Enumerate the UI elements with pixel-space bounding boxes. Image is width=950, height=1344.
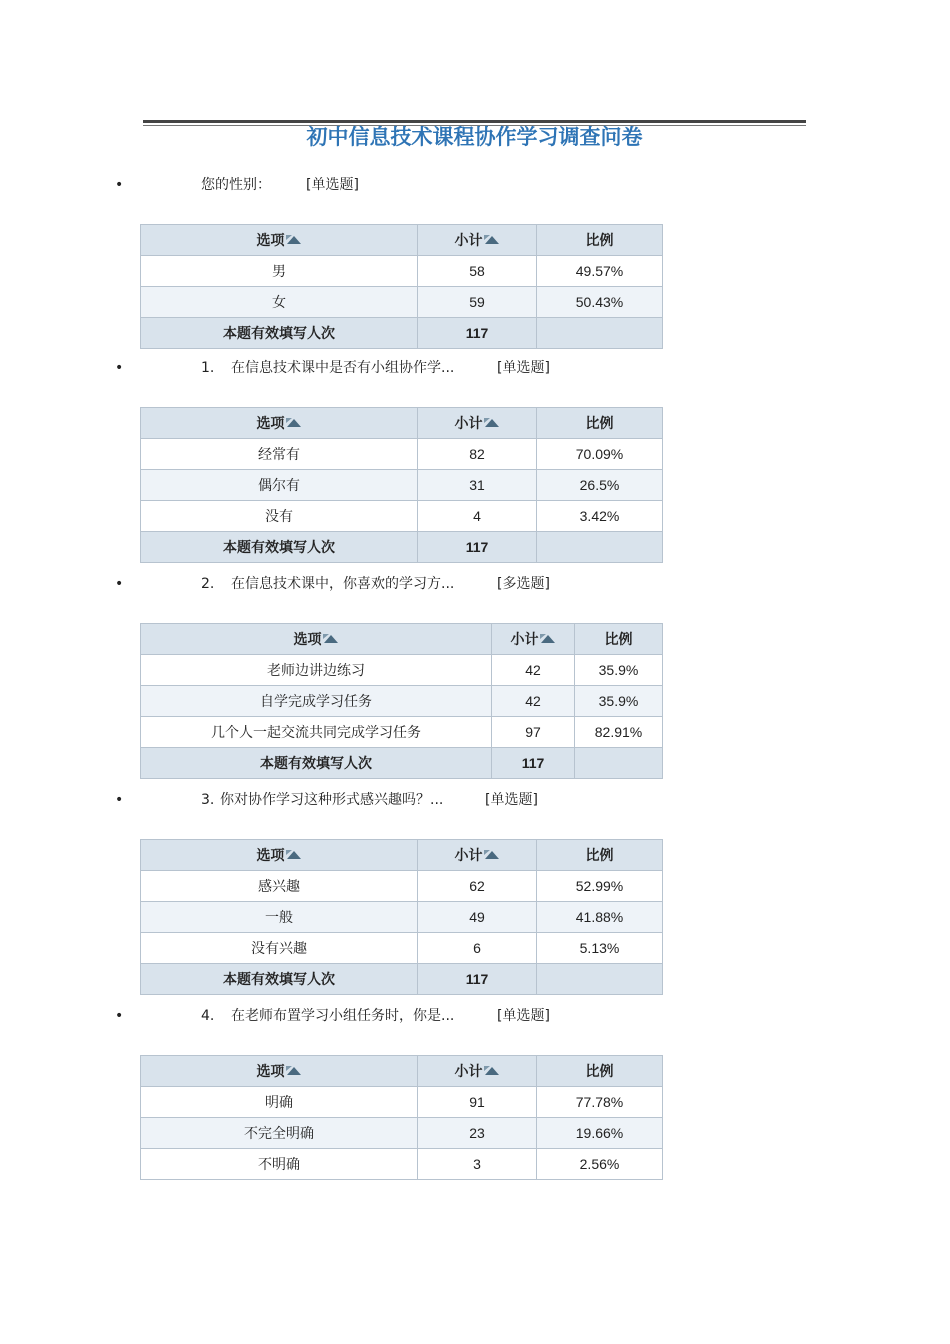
ratio-cell: 5.13% (537, 933, 663, 964)
option-cell: 没有兴趣 (141, 933, 418, 964)
count-cell: 31 (418, 470, 537, 501)
total-count: 117 (418, 318, 537, 349)
count-cell: 4 (418, 501, 537, 532)
total-ratio-empty (537, 318, 663, 349)
table-row (141, 1087, 663, 1118)
option-header[interactable]: 选项 (141, 225, 418, 256)
ratio-header: 比例 (537, 1056, 663, 1087)
ratio-header: 比例 (537, 225, 663, 256)
option-cell: 男 (141, 256, 418, 287)
count-header[interactable]: 小计 (418, 408, 537, 439)
ratio-cell: 2.56% (537, 1149, 663, 1180)
sort-icon[interactable] (286, 235, 302, 245)
option-cell: 没有 (141, 501, 418, 532)
option-header[interactable]: 选项 (141, 840, 418, 871)
ratio-cell: 70.09% (537, 439, 663, 470)
sort-icon[interactable] (484, 1066, 500, 1076)
table-row (141, 287, 663, 318)
ratio-cell: 3.42% (537, 501, 663, 532)
option-cell: 偶尔有 (141, 470, 418, 501)
option-cell: 几个人一起交流共同完成学习任务 (141, 717, 492, 748)
table-header-row (141, 624, 663, 655)
option-header[interactable]: 选项 (141, 1056, 418, 1087)
table-row (141, 501, 663, 532)
question-number: 4. (201, 1008, 215, 1024)
result-table-q3 (140, 839, 663, 995)
count-cell: 97 (492, 717, 575, 748)
question-type: [多选题] (497, 576, 550, 592)
ratio-cell: 35.9% (575, 686, 663, 717)
table-header-row (141, 408, 663, 439)
table-header-row (141, 225, 663, 256)
ratio-cell: 49.57% (537, 256, 663, 287)
sort-icon[interactable] (484, 235, 500, 245)
count-header[interactable]: 小计 (418, 225, 537, 256)
question-number: 2. (201, 576, 215, 592)
question-type: [单选题] (497, 360, 550, 376)
count-cell: 23 (418, 1118, 537, 1149)
total-ratio-empty (537, 964, 663, 995)
ratio-cell: 41.88% (537, 902, 663, 933)
table-row (141, 902, 663, 933)
total-label: 本题有效填写人次 (141, 964, 418, 995)
sort-icon[interactable] (540, 634, 556, 644)
option-header[interactable]: 选项 (141, 624, 492, 655)
sort-icon[interactable] (323, 634, 339, 644)
count-header[interactable]: 小计 (418, 1056, 537, 1087)
option-cell: 感兴趣 (141, 871, 418, 902)
total-row (141, 748, 663, 779)
result-table-q2 (140, 623, 663, 779)
question-text: 你对协作学习这种形式感兴趣吗？... (220, 792, 444, 808)
question-text: 在信息技术课中是否有小组协作学... (231, 360, 455, 376)
result-table-q1 (140, 407, 663, 563)
result-table-q4 (140, 1055, 663, 1180)
question-type: [单选题] (306, 177, 359, 193)
ratio-cell: 26.5% (537, 470, 663, 501)
question-type: [单选题] (497, 1008, 550, 1024)
total-count: 117 (492, 748, 575, 779)
option-cell: 经常有 (141, 439, 418, 470)
question-number: 1. (201, 360, 215, 376)
bullet: • (115, 792, 124, 808)
table-row (141, 717, 663, 748)
question-number: 3. (201, 792, 215, 808)
question-text: 在信息技术课中，你喜欢的学习方... (231, 576, 455, 592)
table-header-row (141, 1056, 663, 1087)
question-text: 在老师布置学习小组任务时，你是... (231, 1008, 455, 1024)
ratio-cell: 50.43% (537, 287, 663, 318)
table-row (141, 1118, 663, 1149)
total-ratio-empty (575, 748, 663, 779)
table-row (141, 871, 663, 902)
table-row (141, 439, 663, 470)
option-cell: 女 (141, 287, 418, 318)
table-row (141, 655, 663, 686)
table-header-row (141, 840, 663, 871)
count-cell: 58 (418, 256, 537, 287)
total-count: 117 (418, 532, 537, 563)
option-cell: 一般 (141, 902, 418, 933)
bullet: • (115, 360, 124, 376)
count-cell: 49 (418, 902, 537, 933)
ratio-cell: 77.78% (537, 1087, 663, 1118)
result-table-gender (140, 224, 663, 349)
sort-icon[interactable] (484, 418, 500, 428)
total-label: 本题有效填写人次 (141, 748, 492, 779)
page-title: 初中信息技术课程协作学习调查问卷 (306, 124, 643, 149)
sort-icon[interactable] (484, 850, 500, 860)
table-row (141, 470, 663, 501)
question-1 (0, 356, 950, 380)
count-cell: 62 (418, 871, 537, 902)
question-3 (0, 788, 950, 812)
count-cell: 42 (492, 686, 575, 717)
question-gender (0, 173, 950, 197)
total-row (141, 532, 663, 563)
count-cell: 42 (492, 655, 575, 686)
table-row (141, 256, 663, 287)
ratio-cell: 35.9% (575, 655, 663, 686)
ratio-cell: 52.99% (537, 871, 663, 902)
table-row (141, 933, 663, 964)
count-cell: 6 (418, 933, 537, 964)
bullet: • (115, 1008, 124, 1024)
option-cell: 明确 (141, 1087, 418, 1118)
option-cell: 老师边讲边练习 (141, 655, 492, 686)
total-row (141, 964, 663, 995)
total-label: 本题有效填写人次 (141, 532, 418, 563)
option-cell: 不明确 (141, 1149, 418, 1180)
option-header[interactable]: 选项 (141, 408, 418, 439)
count-cell: 82 (418, 439, 537, 470)
question-2 (0, 572, 950, 596)
sort-icon[interactable] (286, 1066, 302, 1076)
table-row (141, 686, 663, 717)
ratio-header: 比例 (537, 408, 663, 439)
count-header[interactable]: 小计 (418, 840, 537, 871)
option-cell: 不完全明确 (141, 1118, 418, 1149)
question-text: 您的性别： (201, 177, 271, 193)
ratio-cell: 82.91% (575, 717, 663, 748)
count-header[interactable]: 小计 (492, 624, 575, 655)
count-cell: 59 (418, 287, 537, 318)
ratio-header: 比例 (537, 840, 663, 871)
table-row (141, 1149, 663, 1180)
question-type: [单选题] (485, 792, 538, 808)
total-ratio-empty (537, 532, 663, 563)
total-label: 本题有效填写人次 (141, 318, 418, 349)
count-cell: 91 (418, 1087, 537, 1118)
question-4 (0, 1004, 950, 1028)
count-cell: 3 (418, 1149, 537, 1180)
ratio-cell: 19.66% (537, 1118, 663, 1149)
sort-icon[interactable] (286, 418, 302, 428)
ratio-header: 比例 (575, 624, 663, 655)
total-row (141, 318, 663, 349)
sort-icon[interactable] (286, 850, 302, 860)
option-cell: 自学完成学习任务 (141, 686, 492, 717)
bullet: • (115, 576, 124, 592)
bullet: • (115, 177, 124, 193)
total-count: 117 (418, 964, 537, 995)
